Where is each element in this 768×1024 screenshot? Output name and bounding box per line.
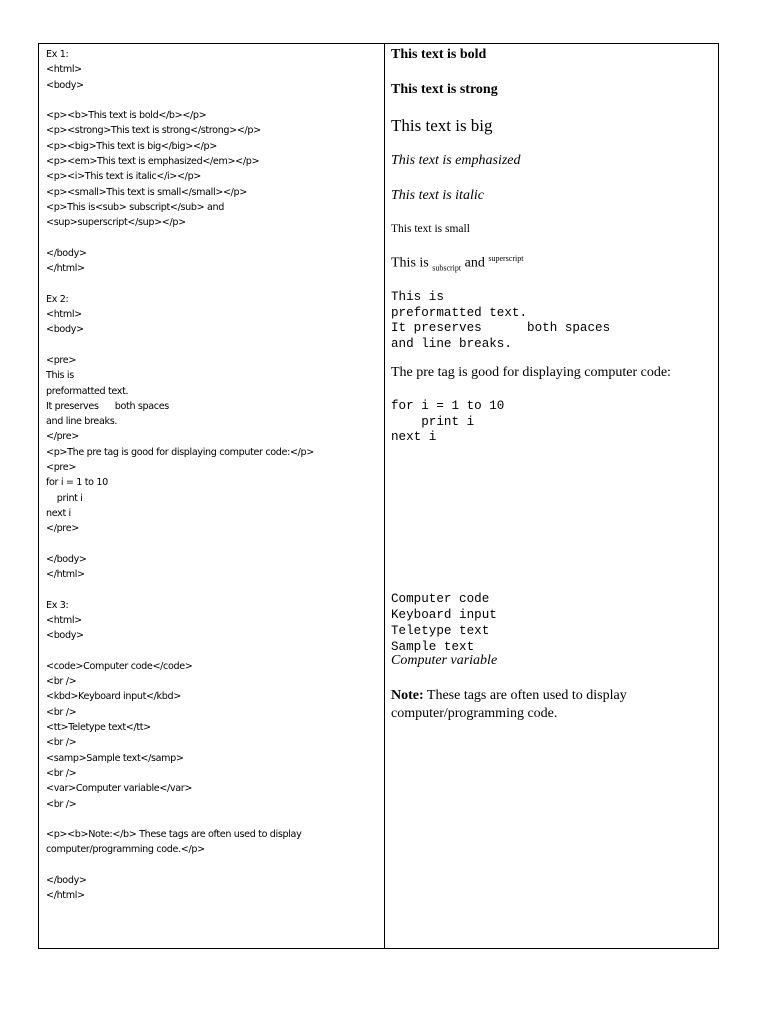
source-line: </body>: [46, 875, 87, 887]
sub-prefix: This is: [391, 255, 433, 271]
source-line: It preserves both spaces: [46, 400, 169, 412]
source-line: [46, 276, 378, 291]
bold-text: This text is bold: [391, 47, 487, 62]
source-line: <br />: [46, 798, 77, 810]
source-line: <pre>: [46, 462, 77, 474]
sub-sup-line: [391, 254, 523, 272]
source-line: <br />: [46, 767, 77, 779]
source-line: </pre>: [46, 431, 79, 443]
var-text: Computer variable: [391, 653, 498, 668]
source-line: and line breaks.: [46, 416, 118, 428]
source-line: [46, 582, 378, 597]
source-line: [46, 231, 378, 246]
source-line: for i = 1 to 10: [46, 477, 108, 489]
note-text: These tags are often used to display: [423, 688, 627, 703]
source-line: <p><b>Note:</b> These tags are often used to display: [46, 829, 302, 841]
source-line: <p>This is<sub> subscript</sub> and: [46, 201, 225, 213]
source-line: [46, 812, 378, 827]
source-line: <p><em>This text is emphasized</em></p>: [46, 156, 260, 168]
source-line: <tt>Teletype text</tt>: [46, 722, 151, 734]
source-line: <p><i>This text is italic</i></p>: [46, 171, 201, 183]
tt-text: Teletype text: [391, 624, 490, 638]
source-line: <var>Computer variable</var>: [46, 783, 193, 795]
source-line: </pre>: [46, 523, 79, 535]
source-line: <kbd>Keyboard input</kbd>: [46, 691, 181, 703]
source-line: <html>: [46, 309, 82, 321]
source-line: Ex 2:: [46, 293, 69, 305]
note-paragraph: [391, 687, 627, 723]
big-text: This text is big: [391, 116, 493, 135]
source-line: <p><big>This text is big</big></p>: [46, 140, 217, 152]
note-text-2: computer/programming code.: [391, 706, 558, 721]
column-divider: [384, 44, 385, 948]
source-line: computer/programming code.</p>: [46, 844, 205, 856]
source-line: next i: [46, 507, 71, 519]
source-line: <sup>superscript</sup></p>: [46, 217, 186, 229]
source-line: <br />: [46, 737, 77, 749]
note-label: Note:: [391, 688, 424, 703]
subscript-text: subscript: [432, 263, 462, 273]
source-line: <p><b>This text is bold</b></p>: [46, 110, 207, 122]
source-line: <br />: [46, 706, 77, 718]
source-line: <samp>Sample text</samp>: [46, 752, 184, 764]
source-line: </html>: [46, 263, 85, 275]
code-preformatted-block: for i = 1 to 10 print i next i: [391, 399, 505, 444]
source-line: <br />: [46, 676, 77, 688]
source-line: <code>Computer code</code>: [46, 660, 193, 672]
source-line: [46, 338, 378, 353]
source-line: [46, 644, 378, 659]
source-code-column: [46, 47, 378, 904]
small-text: This text is small: [391, 223, 470, 235]
sub-middle: and: [461, 255, 489, 271]
source-line: <html>: [46, 614, 82, 626]
source-line: print i: [46, 492, 83, 504]
source-line: </html>: [46, 569, 85, 581]
source-line: <body>: [46, 324, 84, 336]
pre-note-text: The pre tag is good for displaying computer code:: [391, 365, 671, 380]
source-line: <p><small>This text is small</small></p>: [46, 186, 247, 198]
two-column-table: [38, 43, 719, 949]
samp-text: Sample text: [391, 640, 475, 654]
source-line: <p>The pre tag is good for displaying computer code:</p>: [46, 446, 314, 458]
kbd-text: Keyboard input: [391, 608, 497, 622]
source-line: <body>: [46, 630, 84, 642]
source-line: [46, 93, 378, 108]
preformatted-block: This is preformatted text. It preserves both spaces and line breaks.: [391, 290, 611, 351]
strong-text: This text is strong: [391, 82, 498, 97]
source-line: preformatted text.: [46, 385, 129, 397]
source-line: </html>: [46, 890, 85, 902]
source-line: Ex 3:: [46, 599, 69, 611]
superscript-text: superscript: [488, 254, 524, 263]
italic-text: This text is italic: [391, 188, 484, 203]
source-line: [46, 858, 378, 873]
source-line: <html>: [46, 64, 82, 76]
emphasized-text: This text is emphasized: [391, 153, 521, 168]
code-text: Computer code: [391, 592, 490, 606]
source-line: <p><strong>This text is strong</strong></p>: [46, 125, 261, 137]
source-line: </body>: [46, 553, 87, 565]
source-line: [46, 537, 378, 552]
source-line: <pre>: [46, 354, 77, 366]
source-line: Ex 1:: [46, 49, 69, 60]
source-line: <body>: [46, 79, 84, 91]
source-line: </body>: [46, 247, 87, 259]
source-line: This is: [46, 370, 74, 382]
